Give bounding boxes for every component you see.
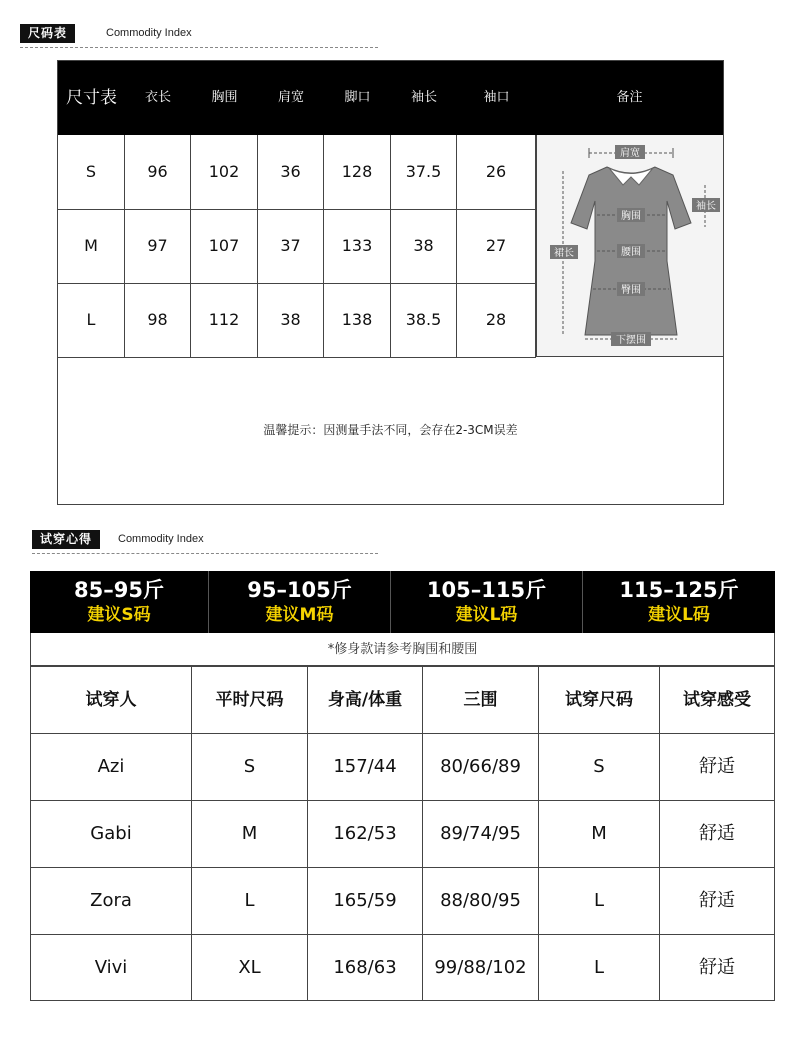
table-cell: 96 (125, 135, 191, 209)
fit-note: *修身款请参考胸围和腰围 (30, 633, 775, 666)
table-cell: 162/53 (308, 801, 423, 867)
label-chest: 胸围 (621, 211, 641, 222)
weight-range: 105–115斤 (426, 578, 547, 602)
table-cell: 37 (258, 209, 324, 283)
section-subtitle: Commodity Index (118, 533, 204, 545)
table-cell: 98 (125, 283, 191, 357)
weight-cell (209, 571, 391, 633)
table-cell: 157/44 (308, 734, 423, 800)
table-cell: 舒适 (699, 756, 735, 777)
label-length: 裙长 (554, 248, 574, 259)
table-cell: S (539, 734, 660, 800)
table-cell: 80/66/89 (423, 734, 539, 800)
header-cell: 试穿感受 (683, 690, 751, 710)
table-cell: 107 (191, 209, 258, 283)
table-cell: L (192, 868, 308, 934)
table-row (58, 135, 536, 210)
size-table (57, 60, 724, 505)
label-waist: 腰围 (621, 247, 641, 258)
label-hem: 下摆围 (616, 335, 646, 346)
table-cell: 112 (191, 283, 258, 357)
table-cell: 27 (457, 209, 536, 283)
dress-diagram-cell (536, 135, 723, 357)
section-divider (32, 553, 378, 554)
table-cell: 168/63 (308, 935, 423, 1001)
header-cell: 衣长 (144, 90, 171, 105)
table-cell: 89/74/95 (423, 801, 539, 867)
table-row (31, 734, 774, 801)
fit-report (30, 571, 775, 1001)
header-cell: 身高/体重 (308, 667, 423, 733)
table-row (31, 935, 774, 1002)
header-cell: 备注 (616, 90, 643, 105)
table-cell: 38 (391, 209, 457, 283)
table-cell: 128 (324, 135, 391, 209)
weight-range: 85–95斤 (74, 578, 164, 602)
measurement-tip: 温馨提示：因测量手法不同，会存在2-3CM误差 (263, 423, 518, 437)
weight-cell (30, 571, 209, 633)
table-cell: 165/59 (308, 868, 423, 934)
section-tag: 尺码表 (20, 24, 75, 43)
header-cell: 胸围 (211, 90, 238, 105)
table-cell: Azi (31, 734, 192, 800)
table-cell: L (539, 935, 660, 1001)
size-table-header (58, 61, 723, 135)
table-cell: 28 (457, 283, 536, 357)
fit-section-header (32, 530, 392, 550)
table-cell: Vivi (31, 935, 192, 1001)
table-row (58, 283, 536, 358)
weight-range: 95–105斤 (247, 578, 352, 602)
header-cell: 三围 (423, 667, 539, 733)
table-cell: M (58, 209, 125, 283)
weight-suggestion-bar (30, 571, 775, 633)
weight-range: 115–125斤 (619, 578, 739, 602)
table-cell: 38 (258, 283, 324, 357)
table-row (58, 209, 536, 284)
table-cell: 37.5 (391, 135, 457, 209)
section-subtitle: Commodity Index (106, 27, 192, 39)
table-cell: 舒适 (699, 823, 735, 844)
table-cell: Zora (31, 868, 192, 934)
dress-diagram (537, 135, 722, 355)
section-tag: 试穿心得 (32, 530, 100, 549)
table-cell: 舒适 (699, 890, 735, 911)
header-cell: 试穿尺码 (539, 667, 660, 733)
size-suggestion: 建议L码 (455, 605, 518, 625)
size-suggestion: 建议S码 (87, 605, 151, 625)
table-cell: L (539, 868, 660, 934)
table-cell: 138 (324, 283, 391, 357)
table-cell: XL (192, 935, 308, 1001)
header-cell: 试穿人 (31, 667, 192, 733)
section-divider (20, 47, 378, 48)
table-row (31, 801, 774, 868)
label-sleeve: 袖长 (696, 201, 716, 212)
size-suggestion: 建议L码 (648, 605, 710, 625)
table-cell: 舒适 (699, 957, 735, 978)
table-cell: M (539, 801, 660, 867)
weight-cell (583, 571, 775, 633)
weight-cell (391, 571, 583, 633)
header-cell: 脚口 (344, 90, 371, 105)
table-cell: 97 (125, 209, 191, 283)
table-cell: M (192, 801, 308, 867)
label-shoulder: 肩宽 (620, 148, 640, 159)
header-cell: 尺寸表 (66, 88, 117, 108)
table-cell: 38.5 (391, 283, 457, 357)
fit-table (30, 666, 775, 1001)
header-cell: 袖长 (410, 90, 437, 105)
table-cell: 99/88/102 (423, 935, 539, 1001)
label-hip: 臀围 (621, 285, 641, 296)
size-chart-section-header (20, 24, 380, 44)
header-cell: 袖口 (483, 90, 510, 105)
table-cell: L (58, 283, 125, 357)
table-cell: 88/80/95 (423, 868, 539, 934)
table-row (31, 868, 774, 935)
table-cell: S (192, 734, 308, 800)
header-cell: 肩宽 (277, 90, 304, 105)
table-cell: 36 (258, 135, 324, 209)
size-suggestion: 建议M码 (265, 605, 334, 625)
table-cell: 26 (457, 135, 536, 209)
table-cell: Gabi (31, 801, 192, 867)
table-cell: S (58, 135, 125, 209)
table-cell: 133 (324, 209, 391, 283)
header-cell: 平时尺码 (192, 667, 308, 733)
table-cell: 102 (191, 135, 258, 209)
fit-table-header (31, 667, 774, 734)
